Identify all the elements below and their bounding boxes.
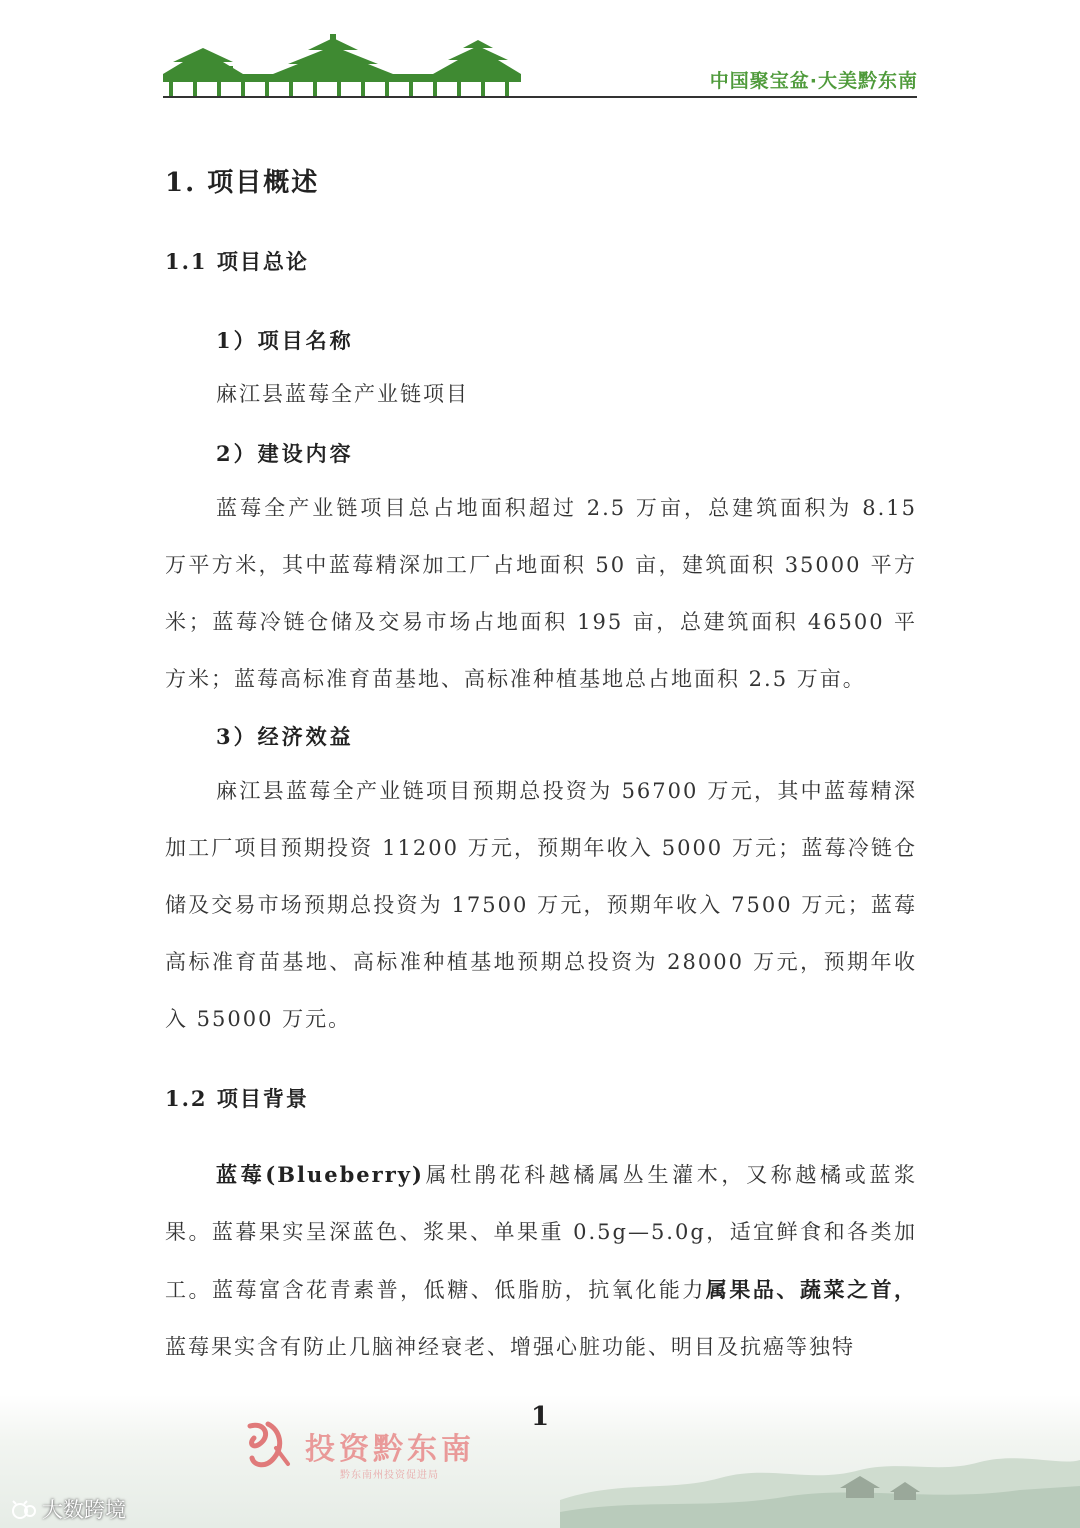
- subsection-title-1-1: 1.1 项目总论: [165, 249, 309, 274]
- background-highlight: 属果品、蔬菜之首，: [705, 1277, 918, 1302]
- economic-text: 麻江县蓝莓全产业链项目预期总投资为 56700 万元，其中蓝莓精深加工厂项目预期投资 11200 万元，预期年收入 5000 万元；蓝莓冷链仓储及交易市场预期总投资为 17500 万元，预期年收入 7500 万元；蓝莓高标准育苗基地、高标准种植基地预期总投资为 28000 万元，预期年收入 55000 万元。: [165, 779, 917, 1031]
- project-name-text: 麻江县蓝莓全产业链项目: [216, 382, 469, 406]
- watermark-text: 大数跨境: [42, 1498, 126, 1522]
- footer-logo-subtitle: 黔东南州投资促进局: [340, 1470, 439, 1481]
- background-text-a: 属杜鹃花科越橘属丛生灌木，又称越橘或蓝浆果。蓝暮果实呈深蓝色、浆果、单果重 0.5g—5.0g，适宜鲜食和各类加工。蓝莓富含花青素普，低糖、低脂肪，抗氧化能力: [165, 1163, 918, 1302]
- header-slogan: 中国聚宝盆·大美黔东南: [709, 70, 918, 92]
- background-paragraph: [165, 1146, 917, 1376]
- item-heading-project-name: 1）项目名称: [216, 328, 354, 353]
- footer-logo-text: 投资黔东南: [305, 1432, 475, 1467]
- page-number: 1: [530, 1402, 550, 1432]
- subsection-title-1-2: 1.2 项目背景: [165, 1086, 309, 1111]
- section-title: 1. 项目概述: [165, 168, 320, 198]
- background-text-b: 蓝莓果实含有防止几脑神经衰老、增强心脏功能、明目及抗癌等独特: [165, 1335, 855, 1359]
- item-heading-economic: 3）经济效益: [216, 724, 354, 749]
- construction-text: 蓝莓全产业链项目总占地面积超过 2.5 万亩，总建筑面积为 8.15 万平方米，其中蓝莓精深加工厂占地面积 50 亩，建筑面积 35000 平方米；蓝莓冷链仓储及交易市场占地面积 195 亩，总建筑面积 46500 平方米；蓝莓高标准育苗基地、高标准种植基地总占地面积 2.5 万亩。: [165, 496, 917, 691]
- header-divider: [163, 96, 917, 98]
- bee-logo-icon: [10, 1500, 40, 1522]
- mountain-village-icon: [560, 1440, 1080, 1528]
- green-pavilion-roofline-icon: [163, 34, 521, 96]
- blueberry-term: 蓝莓(Blueberry): [216, 1162, 424, 1187]
- watermark: [10, 1494, 126, 1524]
- item-heading-construction: 2）建设内容: [216, 441, 354, 466]
